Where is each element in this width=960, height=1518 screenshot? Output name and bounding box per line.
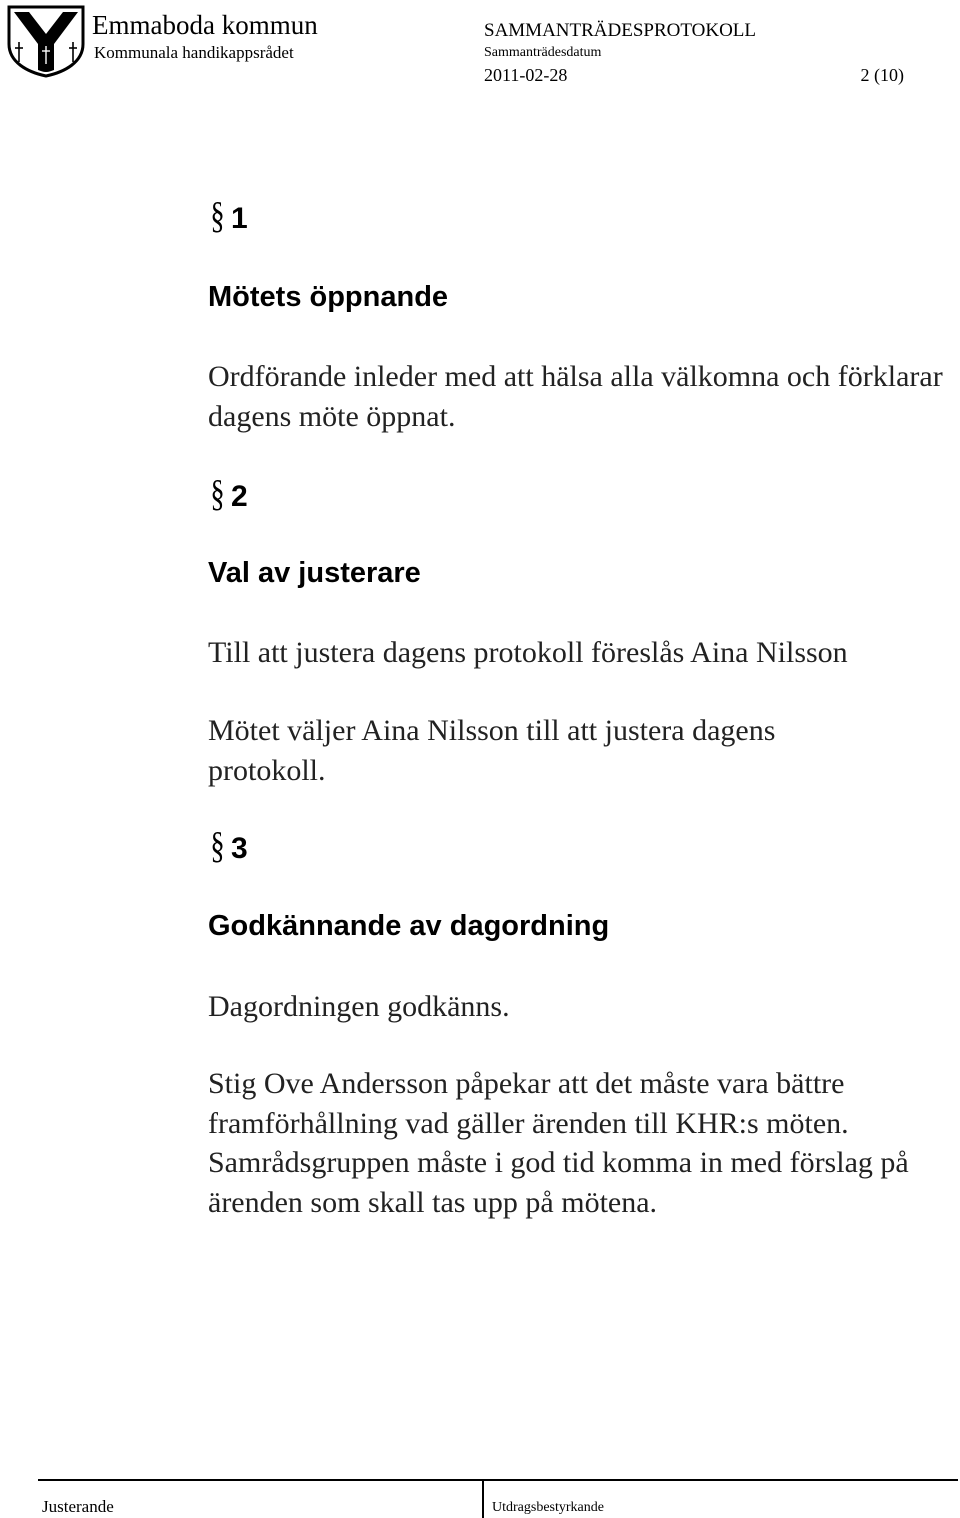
municipality-name: Emmaboda kommun: [92, 10, 318, 40]
footer-rule-left: [38, 1479, 482, 1481]
section-3-paragraph-1: Dagordningen godkänns.: [208, 990, 510, 1023]
section-2-paragraph-1: Till att justera dagens protokoll föreslås Aina Nilsson: [208, 636, 848, 669]
council-name: Kommunala handikappsrådet: [94, 43, 294, 62]
section-2-number: § 2: [210, 473, 248, 515]
section-3-heading: Godkännande av dagordning: [208, 910, 610, 942]
meeting-date-label: Sammanträdesdatum: [484, 45, 602, 60]
section-2-heading: Val av justerare: [208, 557, 421, 589]
footer-signature-label: Justerande: [42, 1497, 114, 1516]
footer-rule-right: [484, 1479, 958, 1481]
section-1-number: § 1: [210, 195, 248, 237]
section-1-heading: Mötets öppnande: [208, 281, 449, 313]
section-2-paragraph-2: Mötet väljer Aina Nilsson till att justera dagens protokoll.: [208, 714, 776, 787]
meeting-date: 2011-02-28: [484, 65, 568, 85]
document-type: SAMMANTRÄDESPROTOKOLL: [484, 20, 757, 41]
municipal-coat-of-arms-icon: [5, 4, 87, 78]
footer-divider: [482, 1479, 484, 1518]
section-3-paragraph-2: Stig Ove Andersson påpekar att det måste vara bättre framförhållning vad gäller ärenden till KHR:s möten. Samrådsgruppen måste i god tid komma in med förslag på ärenden som skall tas upp på mötena.: [208, 1067, 909, 1219]
section-3-number: § 3: [210, 825, 248, 867]
page-number: 2 (10): [860, 65, 904, 85]
section-1-paragraph: Ordförande inleder med att hälsa alla välkomna och förklarar dagens möte öppnat.: [208, 360, 943, 433]
footer-certification-label: Utdragsbestyrkande: [492, 1500, 604, 1515]
